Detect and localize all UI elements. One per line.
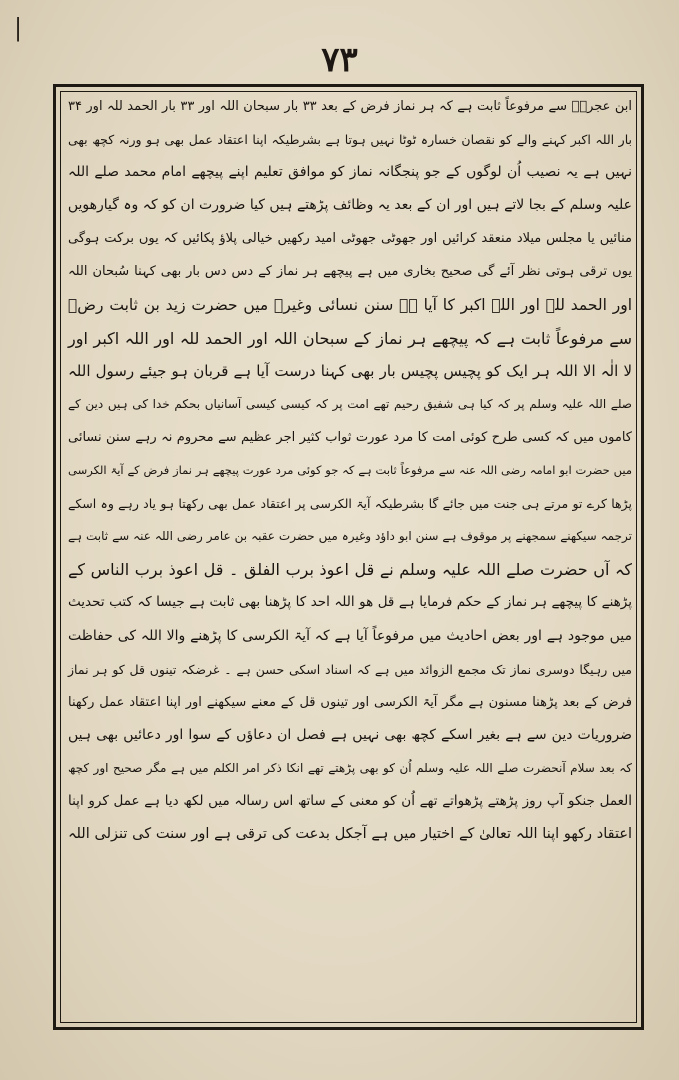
text-line: پڑھا کرے تو مرتے ہی جنت میں جائے گا بشرطیکہ آیۃ الکرسی پر اعتقاد عمل بھی رکھتا ہو یاد رہے وہ اسکے <box>68 496 632 512</box>
text-line: اور الحمد للہ اور اللہ اکبر کا آیا ہے سنن نسائی وغیرہ میں حضرت زید بن ثابت رضؓ <box>68 295 632 314</box>
page-number: ۷۳ <box>321 40 358 80</box>
text-line: بار اللہ اکبر کہنے والے کو نقصان خسارہ ٹوٹا نہیں ہوتا ہے بشرطیکہ اپنا اعتقاد عمل بھی ہو ورنہ کچھ بھی <box>68 132 632 148</box>
text-line: میں موجود ہے اور بعض احادیث میں مرفوعاً آیا ہے کہ آیۃ الکرسی کا پڑھنے والا اللہ کی حفاظت <box>68 627 632 644</box>
text-line: کاموں میں کہ کسی طرح کوئی امت کا مرد عورت ثواب کثیر اجر عظیم سے محروم نہ رہے سنن نسائی <box>68 429 632 445</box>
text-line: کہ بعد سلام آنحضرت صلے اللہ علیہ وسلم اُن کو بھی پڑھتے تھے انکا ذکر امر الکلم میں ہے مگر صحیح اور کچھ <box>68 760 632 775</box>
text-line: لا الٰہ الا اللہ ہر ایک کو پچیس پچیس بار بھی کہنا درست آیا ہے قربان ہو جیئے رسول اللہ <box>68 361 632 380</box>
text-line: نہیں ہے یہ نصیب اُن لوگوں کے جو پنجگانہ نماز کو موافق تعلیم اپنے پیچھے امام محمد صلے اللہ <box>68 164 632 181</box>
text-line: میں رہیگا دوسری نماز تک مجمع الزوائد میں ہے کہ اسناد اسکی حسن ہے ۔ غرضکہ تینوں قل کو ہر نماز <box>68 661 632 677</box>
text-line: یوں ترقی ہوتی نظر آئے گی صحیح بخاری میں ہے پیچھے ہر نماز کے دس دس بار بھی کہنا سُبحان اللہ <box>68 264 632 280</box>
text-line: العمل جنکو آپ روز پڑھتے پڑھواتے تھے اُن کو معنی کے ساتھ اس رسالہ میں لکھ دیا ہے عمل کرو اپنا <box>68 792 632 809</box>
text-line: پڑھنے کا پیچھے ہر نماز کے حکم فرمایا ہے قل ھو اللہ احد کا پڑھنا بھی ثابت ہے جیسا کہ کتب تحدیث <box>68 594 632 611</box>
text-line: کہ آں حضرت صلے اللہ علیہ وسلم نے قل اعوذ برب الفلق ۔ قل اعوذ برب الناس کے <box>68 560 632 580</box>
text-line: سے مرفوعاً ثابت ہے کہ پیچھے ہر نماز کے سبحان اللہ اور الحمد للہ اور اللہ اکبر اور <box>68 328 632 348</box>
text-line: ترجمہ سیکھنے سمجھنے پر موقوف ہے سنن ابو داؤد وغیرہ میں حضرت عقبہ بن عامر رضی اللہ عنہ سے ثابت ہے <box>68 529 632 544</box>
text-line: منائیں یا مجلس میلاد منعقد کرائیں اور جھوٹی جھوٹی امید رکھیں خیالی پلاؤ پکائیں کہ یوں برکت ہوگی <box>68 231 632 247</box>
text-line: میں حضرت ابو امامہ رضی اللہ عنہ سے مرفوعاً ثابت ہے کہ جو کوئی مرد عورت پیچھے ہر نماز فرض کے آیۃ الکرسی <box>68 463 632 478</box>
text-line: علیہ وسلم کے بجا لاتے ہیں اور ان کے بعد یہ وظائف پڑھتے ہیں کیا ضرورت ان کو کہ وہ گیارھویں <box>67 197 632 214</box>
text-line: ابن عجرہؓ سے مرفوعاً ثابت ہے کہ ہر نماز فرض کے بعد ۳۳ بار سبحان اللہ اور ۳۳ بار الحمد للہ اور ۳۴ <box>68 99 632 114</box>
corner-mark: | <box>14 14 23 42</box>
urdu-text-body <box>62 90 638 851</box>
text-line: صلے اللہ علیہ وسلم پر کہ کیا ہی شفیق رحیم تھے امت پر کہ کیسی کیسی آسانیاں بحکم خدا کی ہیں دین کے <box>68 396 632 411</box>
text-line: ضروریات دین سے ہے بغیر اسکے کچھ بھی نہیں ہے فصل ان دعاؤں کے سوا اور دعائیں بھی ہیں <box>68 726 632 743</box>
text-line: اعتقاد رکھو اپنا اللہ تعالیٰ کے اختیار میں ہے آجکل بدعت کی ترقی ہے اور سنت کی تنزلی اللہ <box>68 826 632 843</box>
text-line: فرض کے بعد پڑھنا مسنون ہے مگر آیۃ الکرسی اور تینوں قل کے معنے سیکھنے اور اپنا اعتقاد عمل رکھنا <box>68 694 632 710</box>
